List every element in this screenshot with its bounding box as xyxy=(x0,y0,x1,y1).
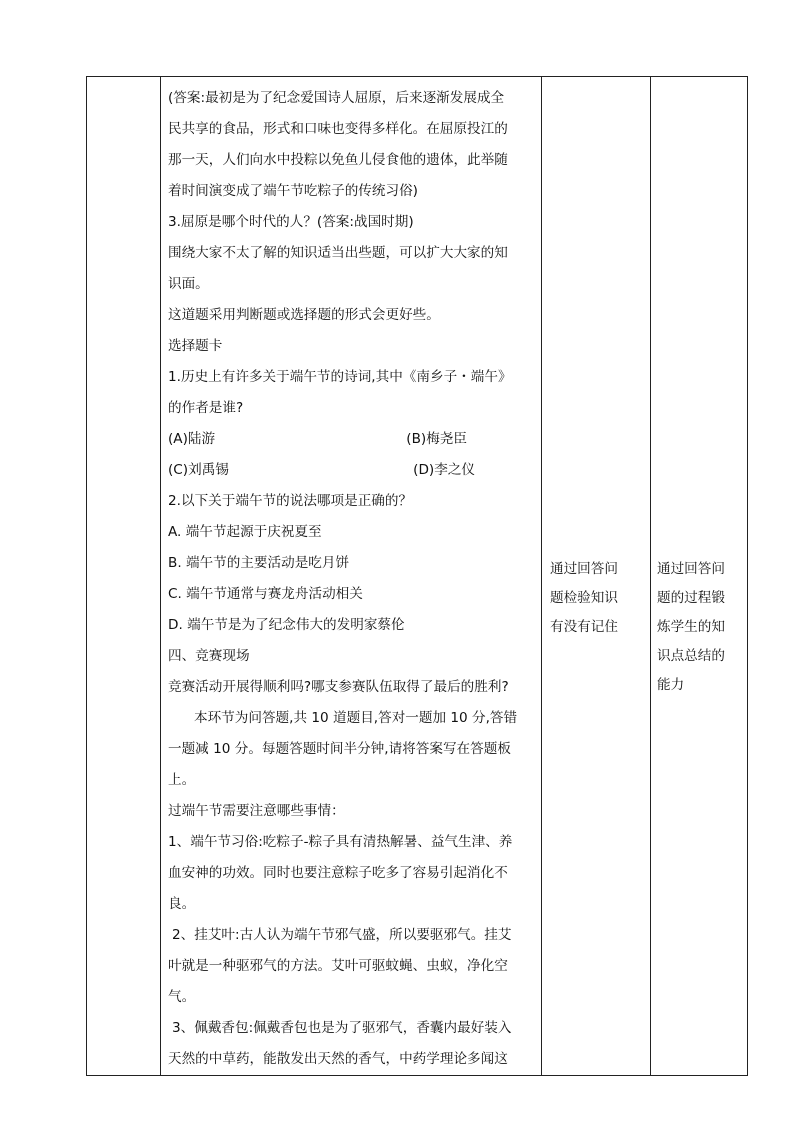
text-line: 围绕大家不太了解的知识适当出些题，可以扩大大家的知 xyxy=(168,245,508,261)
text-line: 识面。 xyxy=(168,276,209,292)
text-line: 天然的中草药，能散发出天然的香气，中药学理论多闻这 xyxy=(168,1051,508,1067)
text-line: 这道题采用判断题或选择题的形式会更好些。 xyxy=(168,307,440,323)
text-line: 气。 xyxy=(168,989,196,1005)
text-line: 识点总结的 xyxy=(657,648,725,664)
notes-heading: 过端午节需要注意哪些事情： xyxy=(168,803,345,819)
text-line: 通过回答问 xyxy=(550,561,618,577)
option-a: (A)陆游 xyxy=(168,431,216,447)
activity-content-cell xyxy=(161,77,542,1076)
text-line: 3、佩戴香包:佩戴香包也是为了驱邪气，香囊内最好装入 xyxy=(172,1020,512,1036)
text-line: 民共享的食品，形式和口味也变得多样化。在屈原投江的 xyxy=(168,121,508,137)
text-line: 上。 xyxy=(168,772,196,788)
text-line: 那一天，人们向水中投粽以免鱼儿侵食他的遗体，此举随 xyxy=(168,152,508,168)
text-line: 1.历史上有许多关于端午节的诗词,其中《南乡子・端午》 xyxy=(168,369,512,385)
text-line: 血安神的功效。同时也要注意粽子吃多了容易引起消化不 xyxy=(168,865,508,881)
text-line: 能力 xyxy=(657,677,685,693)
q2-option-b: B. 端午节的主要活动是吃月饼 xyxy=(168,555,350,571)
text-line: 题检验知识 xyxy=(550,590,618,606)
text-line: 良。 xyxy=(168,896,196,912)
empty-left-cell xyxy=(87,77,161,1076)
lesson-table xyxy=(86,76,748,1076)
text-line: 炼学生的知 xyxy=(657,619,725,635)
q2-option-c: C. 端午节通常与赛龙舟活动相关 xyxy=(168,586,363,602)
text-line: 2、挂艾叶:古人认为端午节邪气盛，所以要驱邪气。挂艾 xyxy=(172,927,512,943)
option-d: (D)李之仪 xyxy=(413,462,475,478)
options-row-2 xyxy=(168,455,535,486)
option-c: (C)刘禹锡 xyxy=(168,462,229,478)
section-heading: 四、竞赛现场 xyxy=(168,648,250,664)
text-line: 题的过程锻 xyxy=(657,590,725,606)
text-line: 1、端午节习俗:吃粽子-粽子具有清热解暑、益气生津、养 xyxy=(168,834,513,850)
option-b: (B)梅尧臣 xyxy=(406,431,467,447)
text-line: 竞赛活动开展得顺利吗?哪支参赛队伍取得了最后的胜利? xyxy=(168,679,509,695)
goal-cell xyxy=(651,77,748,1076)
options-row-1 xyxy=(168,424,535,455)
text-line: (答案:最初是为了纪念爱国诗人屈原，后来逐渐发展成全 xyxy=(168,90,505,106)
text-line: 本环节为问答题,共 10 道题目,答对一题加 10 分,答错 xyxy=(194,710,518,726)
text-line: 通过回答问 xyxy=(657,561,725,577)
text-line: 一题减 10 分。每题答题时间半分钟,请将答案写在答题板 xyxy=(168,741,511,757)
text-line: 选择题卡 xyxy=(168,338,223,354)
intent-cell xyxy=(542,77,651,1076)
q2-option-d: D. 端午节是为了纪念伟大的发明家蔡伦 xyxy=(168,617,405,633)
text-line: 的作者是谁? xyxy=(168,400,244,416)
text-line: 有没有记住 xyxy=(550,619,618,635)
text-line: 3.屈原是哪个时代的人？(答案:战国时期) xyxy=(168,214,414,230)
question-2: 2.以下关于端午节的说法哪项是正确的？ xyxy=(168,493,413,509)
text-line: 着时间演变成了端午节吃粽子的传统习俗) xyxy=(168,183,418,199)
text-line: 叶就是一种驱邪气的方法。艾叶可驱蚊蝇、虫蚁，净化空 xyxy=(168,958,508,974)
q2-option-a: A. 端午节起源于庆祝夏至 xyxy=(168,524,322,540)
